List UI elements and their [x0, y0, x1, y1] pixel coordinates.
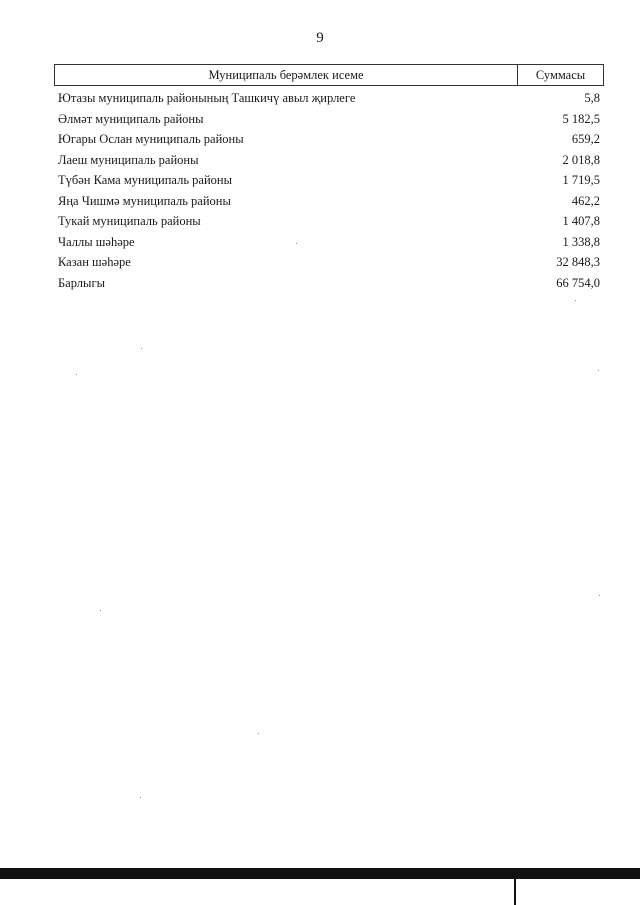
- column-header-sum: Суммасы: [535, 68, 586, 82]
- scan-speck: [575, 300, 576, 301]
- scan-speck: [140, 797, 141, 798]
- scan-edge-bar: [0, 868, 640, 879]
- row-amount: 32 848,3: [556, 255, 600, 269]
- row-name: Лаеш муниципаль районы: [58, 152, 199, 167]
- row-amount: 1 338,8: [562, 234, 600, 249]
- table-row: [58, 129, 600, 150]
- scan-speck: [296, 243, 297, 244]
- row-name: Түбән Кама муниципаль районы: [58, 173, 232, 187]
- row-amount: 2 018,8: [562, 152, 600, 167]
- row-name: Барлыгы: [58, 275, 105, 290]
- scan-speck: [599, 595, 600, 596]
- table-row: [58, 211, 600, 232]
- row-amount: 1 719,5: [562, 173, 600, 187]
- table-header: [54, 64, 604, 86]
- table-row: [58, 191, 600, 212]
- row-name: Тукай муниципаль районы: [58, 214, 201, 228]
- table-row: [58, 170, 600, 191]
- scan-edge-mark: [514, 878, 516, 905]
- table-row-total: [58, 273, 600, 294]
- row-name: Югары Ослан муниципаль районы: [58, 132, 244, 146]
- scan-speck: [598, 370, 599, 371]
- scan-speck: [141, 348, 142, 349]
- scan-speck: [258, 733, 259, 734]
- scan-speck: [100, 610, 101, 611]
- page-number: 9: [316, 30, 324, 46]
- table-row: [58, 88, 600, 109]
- table-row: [58, 232, 600, 253]
- row-amount: 1 407,8: [562, 214, 600, 228]
- row-amount: 5,8: [584, 91, 600, 105]
- row-name: Яңа Чишмә муниципаль районы: [58, 193, 231, 208]
- row-name: Чаллы шәһәре: [58, 234, 135, 249]
- row-amount: 462,2: [571, 193, 600, 208]
- table-row: [58, 150, 600, 171]
- row-amount: 66 754,0: [556, 275, 600, 290]
- table-body: [58, 88, 600, 293]
- row-name: Казан шәһәре: [58, 255, 131, 269]
- scan-speck: [76, 374, 77, 375]
- row-name: Ютазы муниципаль районының Ташкичү авыл җирлеге: [58, 91, 356, 105]
- row-amount: 5 182,5: [562, 111, 600, 126]
- row-amount: 659,2: [571, 132, 600, 146]
- row-name: Әлмәт муниципаль районы: [58, 111, 204, 126]
- table-row: [58, 252, 600, 273]
- column-header-name: Муниципаль берәмлек исеме: [55, 65, 518, 85]
- table-row: [58, 109, 600, 130]
